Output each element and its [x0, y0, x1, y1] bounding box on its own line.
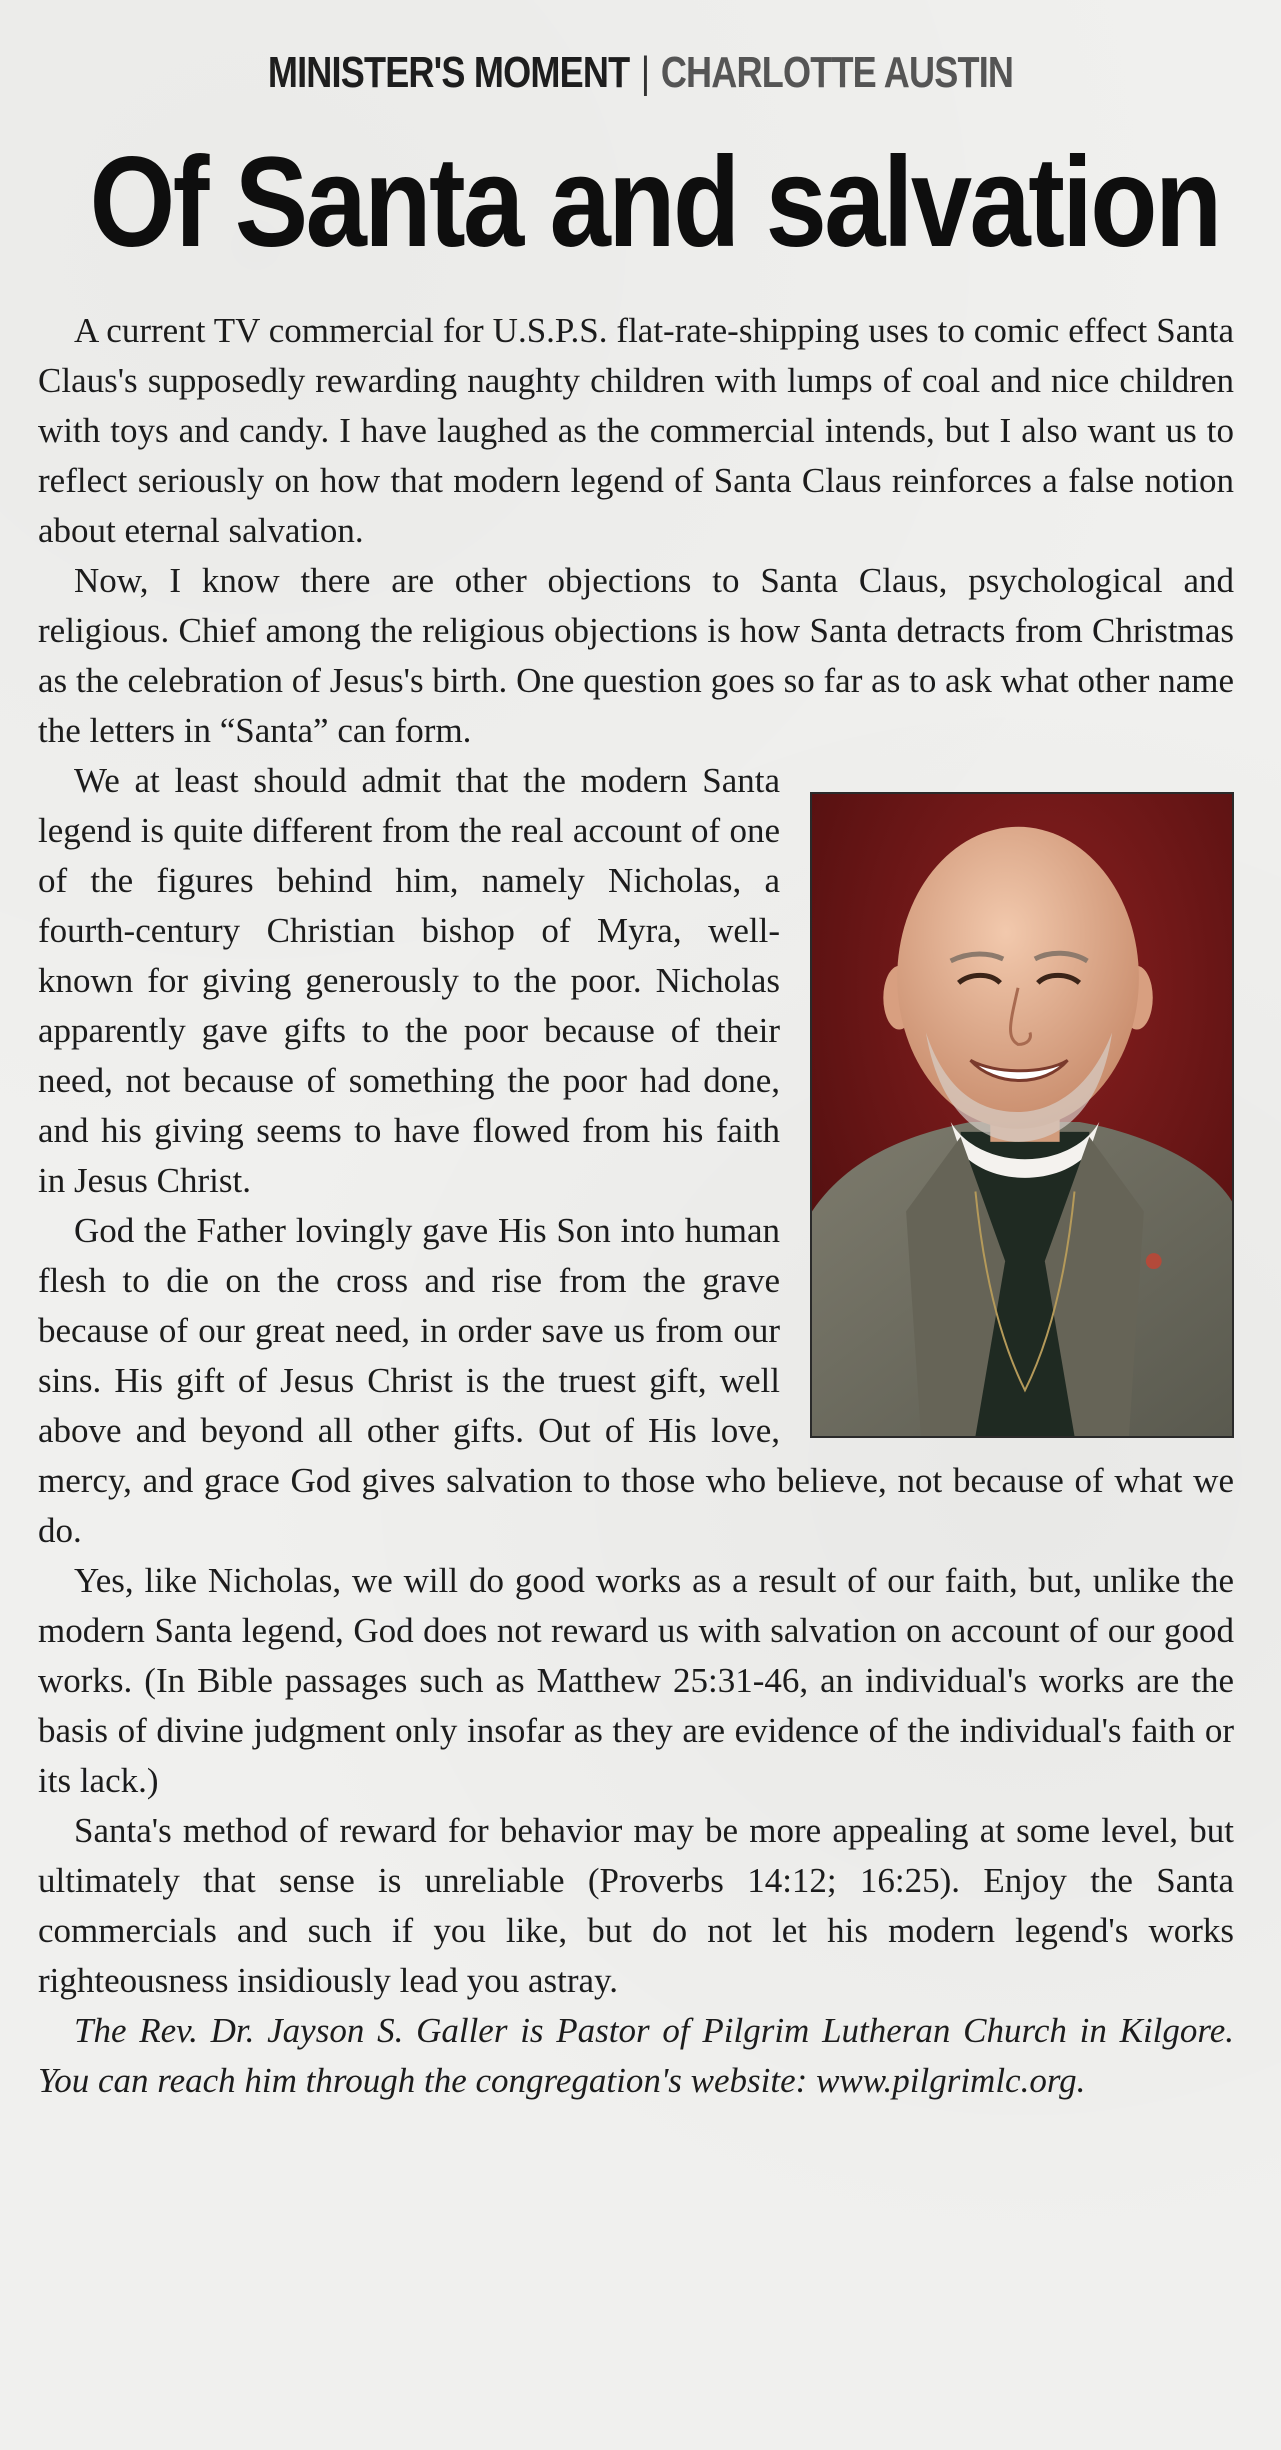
column-kicker	[115, 48, 1165, 98]
headline: Of Santa and salvation	[89, 131, 1220, 274]
kicker-separator: |	[640, 48, 650, 97]
kicker-author: CHARLOTTE AUSTIN	[660, 48, 1014, 97]
paragraph-2: Now, I know there are other objections to Santa Claus, psychological and religious. Chief among the religious objections is how Santa detracts from Christmas as the celebration of Jesus's birth. One question goes so far as to ask what other name the letters in “Santa” can form.	[38, 561, 1234, 750]
section-name: MINISTER'S MOMENT	[267, 48, 630, 97]
paragraph-1: A current TV commercial for U.S.P.S. flat-rate-shipping uses to comic effect Santa Claus's supposedly rewarding naughty children with lumps of coal and nice children with toys and candy. I have laughed as the commercial intends, but I also want us to reflect seriously on how that modern legend of Santa Claus reinforces a false notion about eternal salvation.	[38, 311, 1234, 550]
paragraph-6: Santa's method of reward for behavior may be more appealing at some level, but ultimately that sense is unreliable (Proverbs 14:12; 16:25). Enjoy the Santa commercials and such if you like, but do not let his modern legend's works righteousness insidiously lead you astray.	[38, 1811, 1234, 2000]
author-photo	[810, 792, 1234, 1438]
author-bio: The Rev. Dr. Jayson S. Galler is Pastor of Pilgrim Lutheran Church in Kilgore. You can reach him through the congregation's website: www.pilgrimlc.org.	[38, 2011, 1234, 2100]
article-body	[38, 306, 1234, 2106]
paragraph-5: Yes, like Nicholas, we will do good works as a result of our faith, but, unlike the modern Santa legend, God does not reward us with salvation on account of our good works. (In Bible passages such as Matthew 25:31-46, an individual's works are the basis of divine judgment only insofar as they are evidence of the individual's faith or its lack.)	[38, 1561, 1234, 1800]
portrait-illustration	[812, 794, 1232, 1436]
paragraph-3: We at least should admit that the modern Santa legend is quite different from the real account of one of the figures behind him, namely Nicholas, a fourth-century Christian bishop of Myra, well-known for giving generously to the poor. Nicholas apparently gave gifts to the poor because of their need, not because of something the poor had done, and his giving seems to have flowed from his faith in Jesus Christ.	[38, 761, 780, 1200]
paragraph-4: God the Father lovingly gave His Son into human flesh to die on the cross and rise from the grave because of our great need, in order save us from our sins. His gift of Jesus Christ is the truest gift, well above and beyond all other gifts. Out of His love, mercy, and grace God gives salvation to those who believe, not because of what we do.	[38, 1211, 1234, 1550]
